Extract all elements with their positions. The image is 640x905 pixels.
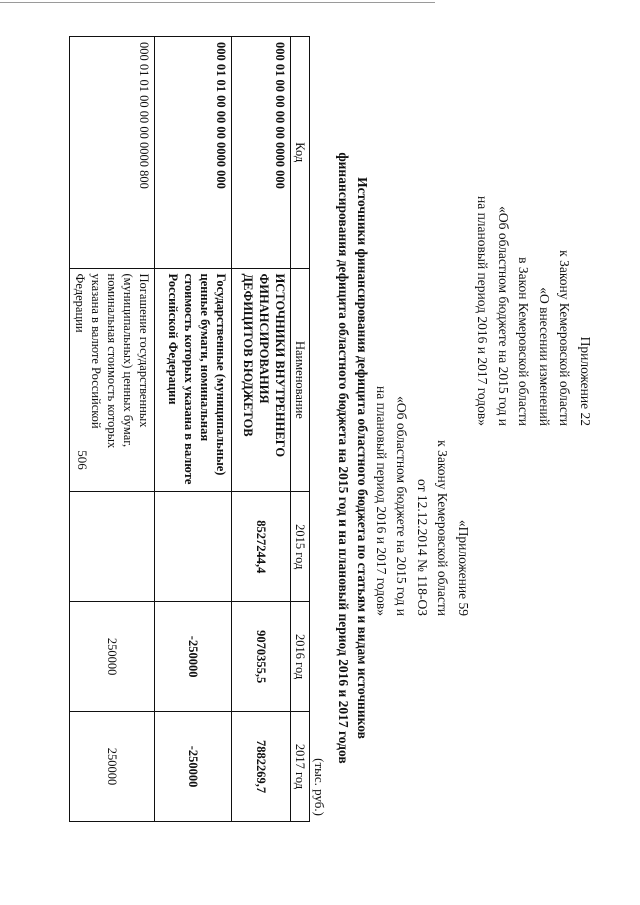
cell-code: 000 01 01 00 00 00 0000 000	[155, 37, 232, 269]
rotated-content	[50, 8, 595, 868]
cell-2015	[155, 492, 232, 602]
table-row	[232, 37, 291, 822]
appendix-59-line: «Приложение 59	[456, 519, 471, 616]
header-code: Код	[291, 37, 310, 269]
cell-name: ИСТОЧНИКИ ВНУТРЕННЕГО ФИНАНСИРОВАНИЯ ДЕФИЦИТОВ БЮДЖЕТОВ	[232, 268, 291, 492]
table-row	[155, 37, 232, 822]
cell-2016: 250000	[70, 602, 155, 712]
appendix-22-line: к Закону Кемеровской области	[557, 250, 573, 426]
header-name: Наименование	[291, 268, 310, 492]
cell-2016: 9070355,5	[232, 602, 291, 712]
cell-name: Государственные (муниципальные) ценные бумаги, номинальная стоимость которых указана в валюте Российской Федерации	[155, 268, 232, 492]
page-number: 506	[75, 450, 90, 470]
appendix-59-line: от 12.12.2014 № 118-ОЗ	[415, 479, 430, 616]
header-2015: 2015 год	[291, 492, 310, 602]
appendix-59-header	[371, 256, 474, 616]
appendix-22-header	[472, 66, 595, 426]
appendix-22-line: на плановый период 2016 и 2017 годов»	[475, 195, 491, 426]
document-title-line-2: финансирования дефицита областного бюджета на 2015 год и на плановый период 2016 и 2017 годов	[336, 152, 351, 764]
appendix-59-line: «Об областном бюджете на 2015 год и	[394, 396, 410, 616]
header-2016: 2016 год	[291, 602, 310, 712]
cell-code: 000 01 01 00 00 00 0000 800	[70, 37, 155, 269]
budget-table	[69, 36, 310, 822]
table-header-row	[291, 37, 310, 822]
scan-edge-line	[0, 2, 435, 3]
cell-code: 000 01 00 00 00 00 0000 000	[232, 37, 291, 269]
appendix-22-line: «О внесении изменений	[537, 287, 552, 426]
header-2017: 2017 год	[291, 712, 310, 822]
cell-2017: 7882269,7	[232, 712, 291, 822]
cell-2016: -250000	[155, 602, 232, 712]
unit-note: (тыс. руб.)	[312, 758, 327, 816]
appendix-59-line: на плановый период 2016 и 2017 годов»	[374, 385, 389, 616]
appendix-22-line: в Закон Кемеровской области	[516, 257, 532, 426]
table-row	[70, 37, 155, 822]
cell-name: Погашение государственных (муниципальных) ценных бумаг, номинальная стоимость которых указана в валюте Российской Федерации	[70, 268, 155, 492]
cell-2015	[70, 492, 155, 602]
cell-2015: 8527244,4	[232, 492, 291, 602]
appendix-22-line: Приложение 22	[578, 336, 593, 426]
appendix-22-line: «Об областном бюджете на 2015 год и	[496, 206, 511, 426]
document-title-line-1: Источники финансирования дефицита областного бюджета по статьям и видам источников	[355, 177, 370, 739]
appendix-59-line: к Закону Кемеровской области	[435, 440, 451, 616]
cell-2017: -250000	[155, 712, 232, 822]
cell-2017: 250000	[70, 712, 155, 822]
